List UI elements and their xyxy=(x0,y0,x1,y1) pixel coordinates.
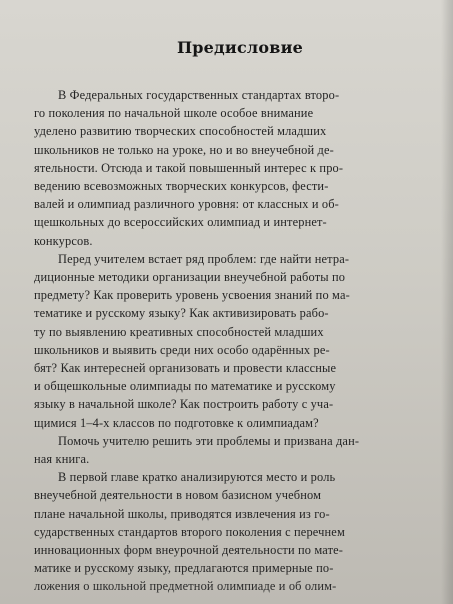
text-line: диционные методики организации внеучебной работы по xyxy=(34,270,346,285)
text-line: матике и русскому языку, предлагаются примерные по- xyxy=(34,561,334,576)
text-line: плане начальной школы, приводятся извлечения из го- xyxy=(34,506,330,521)
text-line: го поколения по начальной школе особое внимание xyxy=(34,106,314,121)
text-line: Перед учителем встает ряд проблем: где найти нетра- xyxy=(58,251,350,266)
text-line: В первой главе кратко анализируются место и роль xyxy=(58,470,336,485)
text-line: внеучебной деятельности в новом базисном учебном xyxy=(34,488,322,503)
text-line: щимися 1–4-х классов по подготовке к олимпиадам? xyxy=(34,415,319,430)
text-line: ложения о школьной предметной олимпиаде и об олим- xyxy=(34,579,337,594)
text-line: В Федеральных государственных стандартах второ- xyxy=(58,88,340,102)
text-line: языку в начальной школе? Как построить работу с уча- xyxy=(34,397,334,412)
text-line: и общешкольные олимпиады по математике и русскому xyxy=(34,379,336,394)
text-line: бят? Как интересней организовать и провести классные xyxy=(34,361,337,376)
text-line: щешкольных до всероссийских олимпиад и интернет- xyxy=(34,215,327,230)
page-edge-shadow xyxy=(441,0,453,604)
body-text xyxy=(34,86,430,596)
text-line: конкурсов. xyxy=(34,233,93,248)
text-line: ятельности. Отсюда и такой повышенный интерес к про- xyxy=(34,160,344,175)
text-line: школьников не только на уроке, но и во внеучебной де- xyxy=(34,142,334,157)
text-line: ная книга. xyxy=(34,452,90,467)
text-line: предмету? Как проверить уровень усвоения знаний по ма- xyxy=(34,288,350,303)
text-line: тематике и русскому языку? Как активизировать рабо- xyxy=(34,306,329,321)
text-line: уделено развитию творческих способностей младших xyxy=(34,124,327,139)
text-line: Помочь учителю решить эти проблемы и призвана дан- xyxy=(58,433,360,448)
text-line: школьников и выявить среди них особо одарённых ре- xyxy=(34,342,330,357)
text-line: инновационных форм внеурочной деятельности по мате- xyxy=(34,543,344,558)
text-line: ту по выявлению креативных способностей младших xyxy=(34,324,324,339)
text-line: ведению всевозможных творческих конкурсов, фести- xyxy=(34,179,329,194)
page-title: Предисловие xyxy=(176,38,304,57)
text-line: сударственных стандартов второго поколения с перечнем xyxy=(34,524,345,539)
text-line: валей и олимпиад различного уровня: от классных и об- xyxy=(34,197,339,212)
